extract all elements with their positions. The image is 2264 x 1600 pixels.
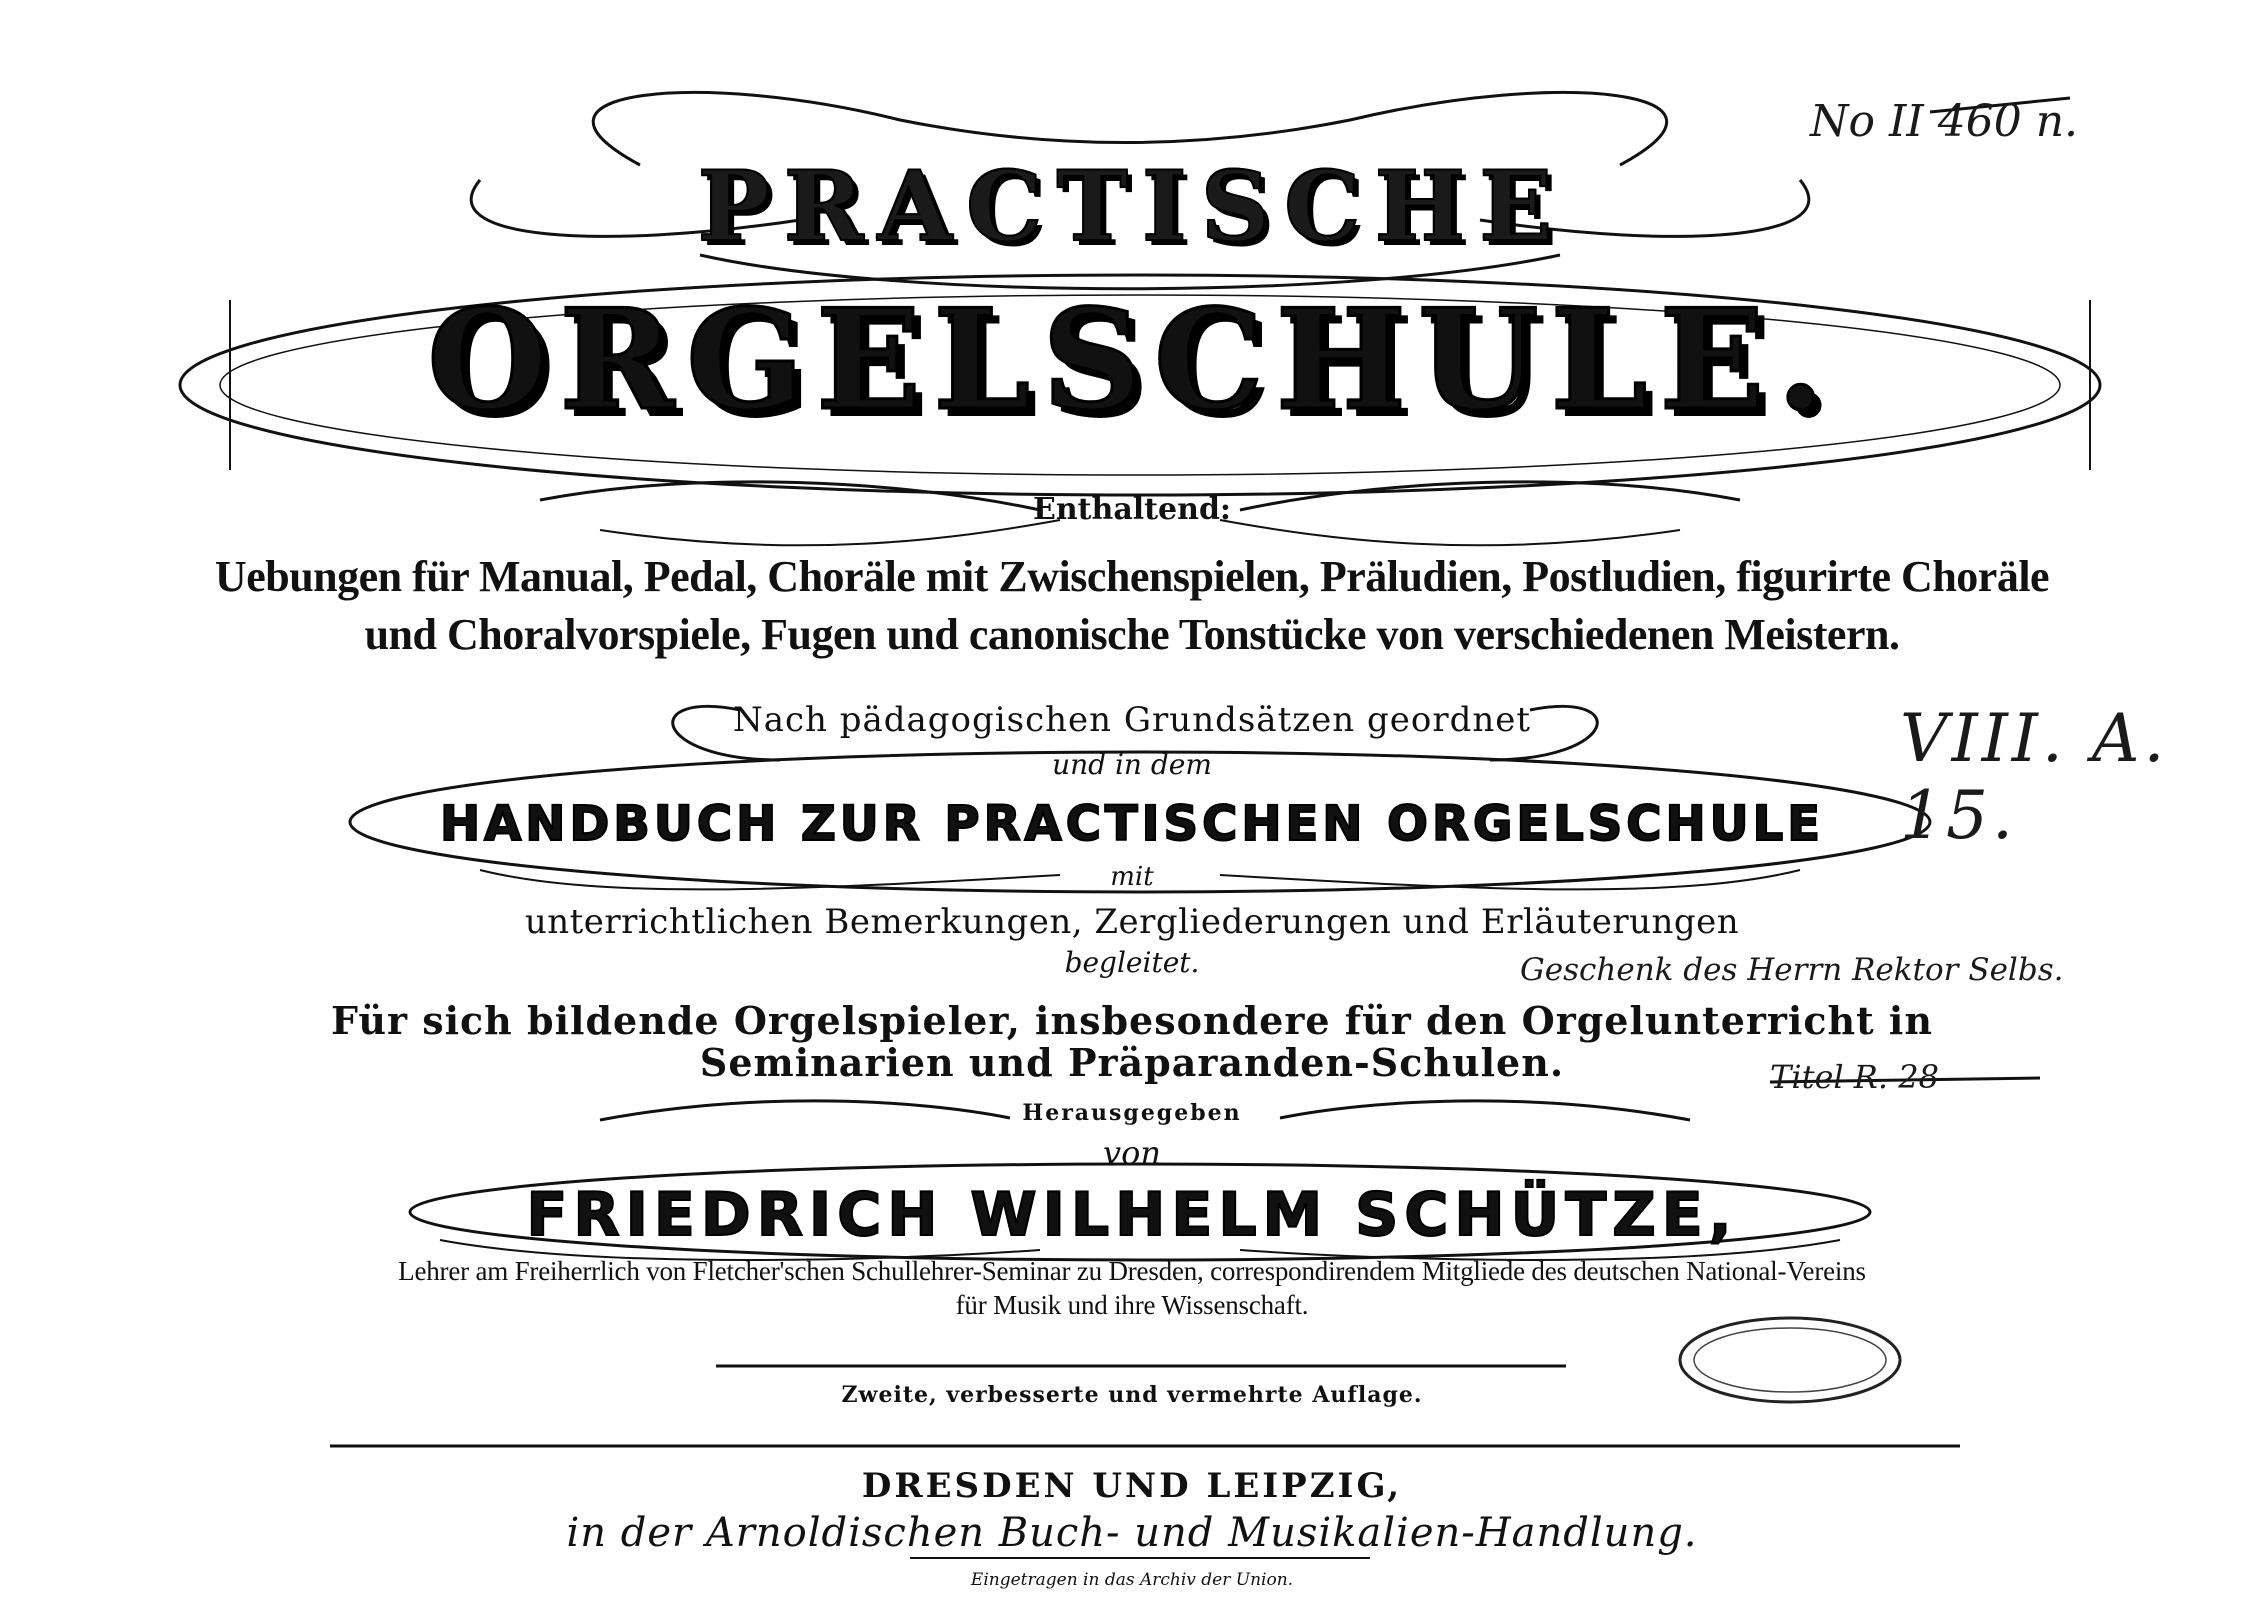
contains-label: Enthaltend: — [1033, 492, 1231, 527]
arranged-with: mit — [1110, 862, 1154, 892]
handwritten-shelfmark: VIII. A. 15. — [1900, 700, 2169, 854]
editor-name: FRIEDRICH WILHELM SCHÜTZE, — [526, 1180, 1738, 1250]
handwritten-top-right: No II 460 n. — [1810, 96, 2079, 147]
arranged-connector: und in dem — [1052, 748, 1212, 781]
arranged-accompanied: begleitet. — [1064, 946, 1200, 979]
editor-position-line-1: Lehrer am Freiherrlich von Fletcher'schen Schullehrer-Seminar zu Dresden, correspondirendem Mitgliede des deutschen National-Vereins — [398, 1256, 1866, 1286]
contents-block — [0, 548, 2264, 664]
arranged-remarks: unterrichtlichen Bemerkungen, Zergliederungen und Erläuterungen — [524, 902, 1740, 942]
imprint-cities: DRESDEN UND LEIPZIG, — [861, 1466, 1403, 1506]
handbook-title: HANDBUCH ZUR PRACTISCHEN ORGELSCHULE — [439, 796, 1825, 852]
imprint-publisher: in der Arnoldischen Buch- und Musikalien-Handlung. — [566, 1510, 1698, 1556]
audience-line-1: Für sich bildende Orgelspieler, insbesondere für den Orgelunterricht in — [331, 998, 1933, 1043]
editor-by: von — [1103, 1134, 1161, 1172]
editor-label: Herausgegeben — [1022, 1100, 1242, 1126]
imprint-registered: Eingetragen in das Archiv der Union. — [970, 1570, 1294, 1590]
handwritten-gift-note: Geschenk des Herrn Rektor Selbs. — [1520, 952, 2064, 988]
edition-line: Zweite, verbesserte und vermehrte Auflage. — [841, 1382, 1423, 1408]
editor-position-line-2: für Musik und ihre Wissenschaft. — [955, 1290, 1309, 1320]
arranged-line: Nach pädagogischen Grundsätzen geordnet — [732, 700, 1532, 740]
audience-line-2: Seminarien und Präparanden-Schulen. — [699, 1040, 1565, 1085]
editor-position — [0, 1254, 2264, 1322]
handwritten-titel-note: Titel R. 28 — [1770, 1058, 1939, 1096]
title-line-2: ORGELSCHULE. — [427, 278, 1837, 441]
title-line-1: PRACTISCHE — [697, 150, 1567, 263]
contents-line-1: Uebungen für Manual, Pedal, Choräle mit Zwischenspielen, Präludien, Postludien, figurirte Choräle — [214, 552, 2050, 601]
contents-line-2: und Choralvorspiele, Fugen und canonische Tonstücke von verschiedenen Meistern. — [364, 610, 1900, 659]
